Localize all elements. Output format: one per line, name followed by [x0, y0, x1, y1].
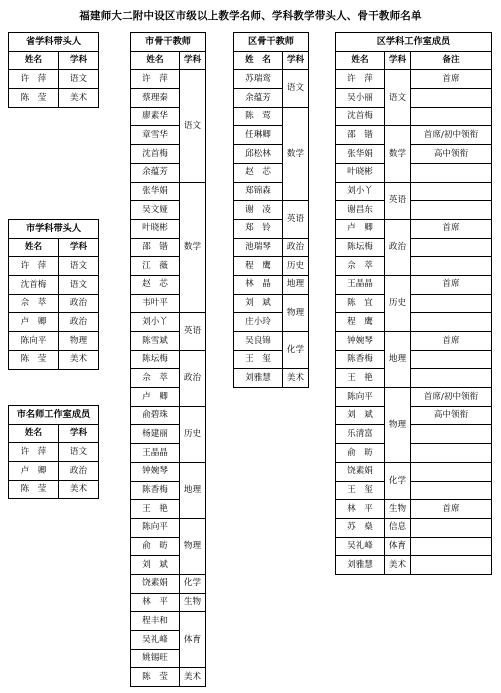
teacher-name: 王 艳 [336, 369, 385, 388]
teacher-name: 王晶晶 [336, 275, 385, 294]
subject-cell: 化学 [180, 574, 206, 593]
note-cell [411, 425, 492, 444]
teacher-name: 饶素娟 [336, 462, 385, 481]
note-cell: 首席/初中领衔 [411, 388, 492, 407]
note-cell [411, 201, 492, 220]
teacher-name: 池瑞琴 [234, 238, 283, 257]
table-row [336, 500, 492, 519]
subject-cell: 政治 [180, 350, 206, 406]
subject-cell: 政治 [59, 294, 99, 313]
teacher-name: 苏 燊 [336, 518, 385, 537]
column-header: 学科 [59, 238, 99, 257]
subject-cell: 历史 [283, 257, 309, 276]
subject-cell: 生物 [180, 593, 206, 612]
subject-cell: 美术 [385, 556, 411, 575]
table-row [336, 462, 492, 481]
table-row [336, 238, 492, 257]
table-row [131, 593, 206, 612]
note-cell [411, 182, 492, 201]
table-row [336, 126, 492, 145]
subject-cell: 地理 [180, 462, 206, 518]
teacher-name: 陈坛梅 [336, 238, 385, 257]
teacher-name: 邵 锴 [336, 126, 385, 145]
table-row [336, 388, 492, 407]
subject-cell: 物理 [180, 518, 206, 574]
table-row [9, 480, 99, 499]
table-caption: 市学科带头人 [9, 220, 99, 239]
subject-cell: 语文 [283, 70, 309, 107]
teacher-name: 陈香梅 [336, 350, 385, 369]
note-cell [411, 350, 492, 369]
table-row [131, 462, 206, 481]
teacher-name: 廖素华 [131, 107, 180, 126]
teacher-name: 邵 锴 [131, 238, 180, 257]
teacher-name: 许 萍 [9, 443, 59, 462]
note-cell [411, 294, 492, 313]
teacher-name: 江 薇 [131, 257, 180, 276]
teacher-name: 吴礼峰 [131, 631, 180, 650]
teacher-name: 陈 莹 [131, 668, 180, 687]
subject-cell: 语文 [59, 443, 99, 462]
teacher-name: 陈向平 [131, 518, 180, 537]
teacher-name: 王 玺 [336, 481, 385, 500]
table-row [234, 107, 309, 126]
table-row [336, 481, 492, 500]
table-row [336, 369, 492, 388]
teacher-name: 钟婉琴 [336, 332, 385, 351]
page-title: 福建师大二附中设区市级以上教学名师、学科教学带头人、骨干教师名单 [79, 10, 422, 22]
table-row [336, 406, 492, 425]
teacher-name: 佘 萃 [9, 294, 59, 313]
column-header: 姓名 [336, 51, 385, 70]
teacher-name: 谢 凌 [234, 201, 283, 220]
teacher-name: 余蕴芳 [131, 163, 180, 182]
teacher-name: 程丰和 [131, 612, 180, 631]
table-row [131, 350, 206, 369]
teacher-name: 卢 卿 [336, 219, 385, 238]
table-caption: 市名师工作室成员 [9, 406, 99, 425]
subject-cell: 英语 [283, 201, 309, 238]
table-caption: 区学科工作室成员 [336, 33, 492, 52]
note-cell [411, 369, 492, 388]
table-row [336, 444, 492, 463]
table-row [234, 201, 309, 220]
subject-cell: 物理 [59, 332, 99, 351]
subject-cell: 语文 [59, 70, 99, 89]
subject-cell: 物理 [385, 388, 411, 463]
note-cell: 高中领衔 [411, 406, 492, 425]
table-row [131, 612, 206, 631]
table-row [336, 145, 492, 164]
subject-cell: 美术 [283, 369, 309, 388]
subject-cell: 化学 [283, 332, 309, 369]
teacher-name: 吴文娅 [131, 201, 180, 220]
teacher-name: 佘 萃 [336, 257, 385, 276]
column-header: 姓名 [9, 51, 59, 70]
table-row [336, 107, 492, 126]
table-row [336, 425, 492, 444]
subject-cell: 历史 [385, 275, 411, 331]
note-cell: 首席/初中领衔 [411, 126, 492, 145]
note-cell: 首席 [411, 70, 492, 89]
teacher-name: 刘 斌 [131, 556, 180, 575]
teacher-name: 苏瑞鸾 [234, 70, 283, 89]
note-cell [411, 537, 492, 556]
teacher-name: 陈 宜 [336, 294, 385, 313]
subject-cell: 语文 [59, 257, 99, 276]
teacher-name: 陈 莹 [9, 480, 59, 499]
teacher-name: 陈香梅 [131, 481, 180, 500]
teacher-name: 陈 莹 [9, 89, 59, 108]
table-row [131, 406, 206, 425]
table-caption: 市骨干教师 [131, 33, 206, 52]
table-row [336, 275, 492, 294]
teacher-name: 沈首梅 [9, 276, 59, 295]
teacher-name: 刘雅慧 [336, 556, 385, 575]
teacher-name: 卢 卿 [131, 388, 180, 407]
note-cell [411, 444, 492, 463]
subject-cell: 语文 [385, 70, 411, 126]
teacher-name: 乐清富 [336, 425, 385, 444]
subject-cell: 物理 [283, 294, 309, 331]
teacher-name: 程 鹰 [234, 257, 283, 276]
city-master-studio-table [8, 405, 99, 499]
teacher-name: 俞碧珠 [131, 406, 180, 425]
note-cell [411, 556, 492, 575]
subject-cell: 地理 [385, 332, 411, 388]
table-row [336, 556, 492, 575]
teacher-name: 卢 卿 [9, 462, 59, 481]
subject-cell: 化学 [385, 462, 411, 499]
table-row [234, 369, 309, 388]
teacher-name: 陈 莹 [9, 350, 59, 369]
subject-cell: 政治 [385, 219, 411, 275]
teacher-name: 王 艳 [131, 500, 180, 519]
district-backbone-table [233, 32, 309, 388]
note-cell: 首席 [411, 219, 492, 238]
city-leaders-table [8, 219, 99, 370]
teacher-name: 陈向平 [336, 388, 385, 407]
table-row [336, 163, 492, 182]
table-row [131, 518, 206, 537]
note-cell [411, 481, 492, 500]
teacher-name: 韦叶平 [131, 294, 180, 313]
teacher-name: 程 鹰 [336, 313, 385, 332]
table-row [9, 462, 99, 481]
teacher-name: 林 平 [131, 593, 180, 612]
teacher-name: 吴小丽 [336, 89, 385, 108]
column-header: 备注 [411, 51, 492, 70]
teacher-name: 陈 莺 [234, 107, 283, 126]
table-row [336, 257, 492, 276]
teacher-name: 刘 斌 [336, 406, 385, 425]
table-row [9, 70, 99, 89]
teacher-name: 余蕴芳 [234, 89, 283, 108]
subject-cell: 生物 [385, 500, 411, 519]
column-header: 学科 [283, 51, 309, 70]
table-row [9, 332, 99, 351]
teacher-name: 许 萍 [9, 257, 59, 276]
subject-cell: 美术 [59, 480, 99, 499]
city-backbone-table [130, 32, 206, 687]
subject-cell: 地理 [283, 275, 309, 294]
teacher-name: 饶素娟 [131, 574, 180, 593]
note-cell: 首席 [411, 500, 492, 519]
table-row [131, 668, 206, 687]
note-cell [411, 238, 492, 257]
teacher-name: 卢 卿 [9, 313, 59, 332]
subject-cell: 英语 [385, 182, 411, 219]
teacher-name: 陈向平 [9, 332, 59, 351]
teacher-name: 张华娟 [131, 182, 180, 201]
subject-cell: 政治 [283, 238, 309, 257]
teacher-name: 叶晓彬 [336, 163, 385, 182]
note-cell [411, 313, 492, 332]
teacher-name: 郑 铃 [234, 219, 283, 238]
table-caption: 省学科带头人 [9, 33, 99, 52]
teacher-name: 郑锦森 [234, 182, 283, 201]
table-row [9, 350, 99, 369]
teacher-name: 许 萍 [9, 70, 59, 89]
note-cell [411, 257, 492, 276]
subject-cell: 语文 [59, 276, 99, 295]
note-cell [411, 89, 492, 108]
table-row [9, 313, 99, 332]
column-header: 姓 名 [234, 51, 283, 70]
table-row [9, 443, 99, 462]
table-row [234, 294, 309, 313]
teacher-name: 刘小丫 [336, 182, 385, 201]
table-row [336, 219, 492, 238]
teacher-name: 沈首梅 [131, 145, 180, 164]
subject-cell: 英语 [180, 313, 206, 350]
subject-cell: 美术 [59, 350, 99, 369]
subject-cell: 历史 [180, 406, 206, 462]
subject-cell: 数学 [180, 182, 206, 313]
column-header: 学科 [59, 424, 99, 443]
teacher-name: 赵 芯 [234, 163, 283, 182]
table-row [9, 257, 99, 276]
subject-cell: 体育 [180, 612, 206, 668]
subject-cell: 语文 [180, 70, 206, 182]
teacher-name: 王 玺 [234, 350, 283, 369]
teacher-name: 林 平 [336, 500, 385, 519]
teacher-name: 赵 芯 [131, 275, 180, 294]
subject-cell: 数学 [283, 107, 309, 200]
table-row [131, 313, 206, 332]
table-row [9, 276, 99, 295]
table-row [336, 70, 492, 89]
table-row [234, 257, 309, 276]
teacher-name: 陈雪斌 [131, 332, 180, 351]
table-row [336, 537, 492, 556]
note-cell [411, 462, 492, 481]
table-row [336, 518, 492, 537]
column-header: 学科 [385, 51, 411, 70]
teacher-name: 庄小玲 [234, 313, 283, 332]
subject-cell: 信息 [385, 518, 411, 537]
column-header: 学科 [59, 51, 99, 70]
teacher-name: 许 萍 [336, 70, 385, 89]
note-cell: 首席 [411, 332, 492, 351]
table-row [336, 89, 492, 108]
teacher-name: 俞 昉 [336, 444, 385, 463]
teacher-name: 谢昌东 [336, 201, 385, 220]
teacher-name: 王晶晶 [131, 444, 180, 463]
teacher-name: 陈坛梅 [131, 350, 180, 369]
note-cell: 高中领衔 [411, 145, 492, 164]
table-row [336, 313, 492, 332]
teacher-name: 邱松林 [234, 145, 283, 164]
table-row [336, 294, 492, 313]
teacher-name: 叶晓彬 [131, 219, 180, 238]
teacher-name: 刘 斌 [234, 294, 283, 313]
teacher-name: 俞 昉 [131, 537, 180, 556]
teacher-name: 吴礼峰 [336, 537, 385, 556]
teacher-name: 佘 萃 [131, 369, 180, 388]
table-row [336, 182, 492, 201]
teacher-name: 任琳卿 [234, 126, 283, 145]
subject-cell: 政治 [59, 462, 99, 481]
table-row [234, 275, 309, 294]
column-header: 姓名 [9, 424, 59, 443]
district-studio-table [335, 32, 492, 575]
table-row [336, 332, 492, 351]
table-row [234, 70, 309, 89]
table-row [234, 332, 309, 351]
note-cell: 首席 [411, 275, 492, 294]
table-row [336, 201, 492, 220]
teacher-name: 蔡理秦 [131, 89, 180, 108]
table-row [9, 89, 99, 108]
teacher-name: 杨建丽 [131, 425, 180, 444]
subject-cell: 政治 [59, 313, 99, 332]
note-cell [411, 107, 492, 126]
teacher-name: 刘小丫 [131, 313, 180, 332]
column-header: 姓名 [9, 238, 59, 257]
column-header: 学科 [180, 51, 206, 70]
table-caption: 区骨干教师 [234, 33, 309, 52]
table-row [131, 182, 206, 201]
teacher-name: 张华娟 [336, 145, 385, 164]
teacher-name: 许 萍 [131, 70, 180, 89]
teacher-name: 沈首梅 [336, 107, 385, 126]
table-row [131, 574, 206, 593]
table-row [336, 350, 492, 369]
teacher-name: 章雪华 [131, 126, 180, 145]
subject-cell: 数学 [385, 126, 411, 182]
subject-cell: 美术 [59, 89, 99, 108]
teacher-name: 林 晶 [234, 275, 283, 294]
subject-cell: 体育 [385, 537, 411, 556]
note-cell [411, 163, 492, 182]
table-row [9, 294, 99, 313]
teacher-name: 刘雅慧 [234, 369, 283, 388]
subject-cell: 美术 [180, 668, 206, 687]
note-cell [411, 518, 492, 537]
teacher-name: 姚锡旺 [131, 649, 180, 668]
provincial-leaders-table [8, 32, 99, 108]
column-header: 姓名 [131, 51, 180, 70]
table-row [234, 238, 309, 257]
teacher-name: 吴良锦 [234, 332, 283, 351]
table-row [131, 70, 206, 89]
teacher-name: 钟婉琴 [131, 462, 180, 481]
